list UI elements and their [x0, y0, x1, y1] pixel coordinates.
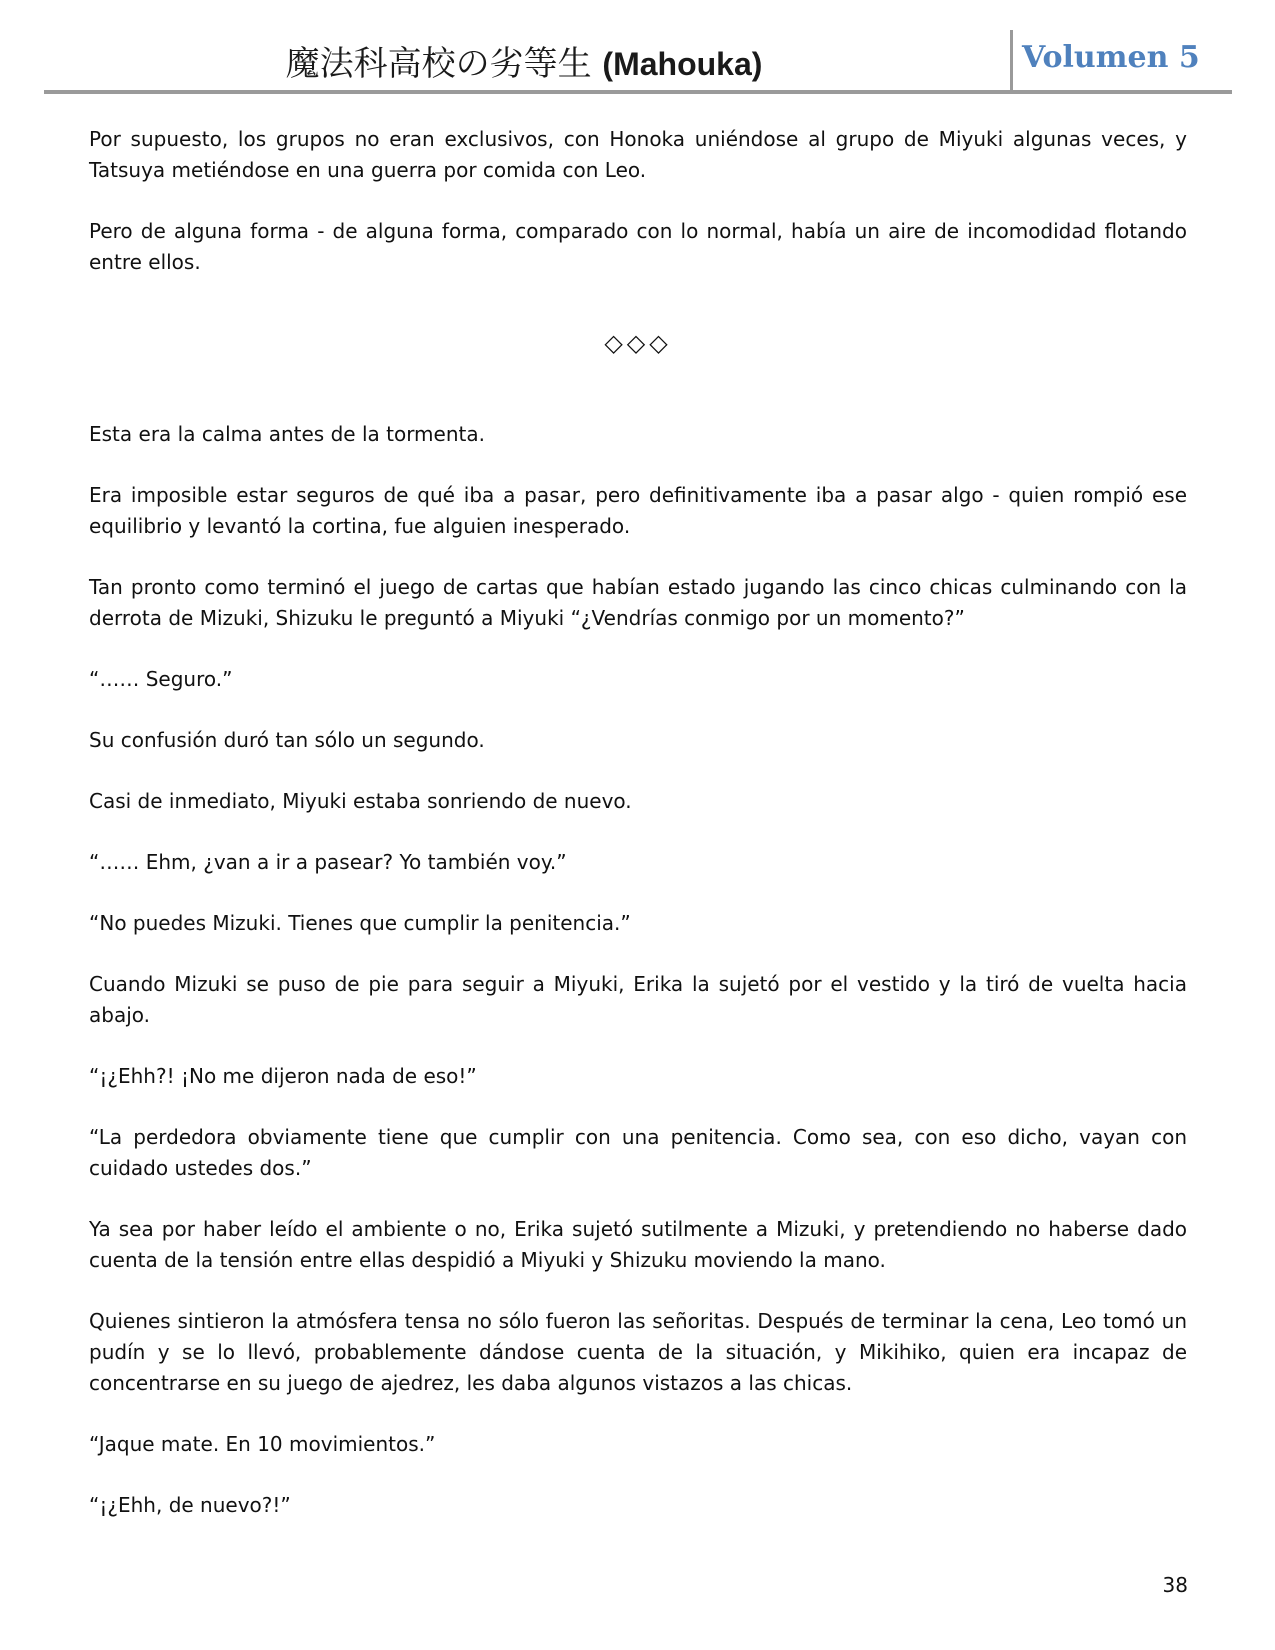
paragraph: Por supuesto, los grupos no eran exclusivos, con Honoka uniéndose al grupo de Miyuki algunas veces, y Tatsuya metiéndose en una guerra por comida con Leo. — [89, 127, 1187, 182]
paragraph: “No puedes Mizuki. Tienes que cumplir la penitencia.” — [89, 911, 631, 935]
page-header — [44, 28, 1232, 94]
paragraph: “¡¿Ehh?! ¡No me dijeron nada de eso!” — [89, 1064, 477, 1088]
paragraph: Pero de alguna forma - de alguna forma, comparado con lo normal, había un aire de incomodidad flotando entre ellos. — [89, 219, 1187, 274]
book-title-japanese: 魔法科高校の劣等生 — [285, 44, 592, 84]
book-title — [44, 36, 1004, 85]
paragraph: Casi de inmediato, Miyuki estaba sonriendo de nuevo. — [89, 789, 632, 813]
paragraph: Era imposible estar seguros de qué iba a pasar, pero definitivamente iba a pasar algo - quien rompió ese equilibrio y levantó la cortina, fue alguien inesperado. — [89, 483, 1187, 538]
paragraph: “…… Ehm, ¿van a ir a pasear? Yo también voy.” — [89, 850, 567, 874]
scene-separator: ◇◇◇ — [604, 329, 672, 357]
page-number: 38 — [1162, 1573, 1188, 1597]
volume-label: Volumen 5 — [1022, 40, 1200, 75]
paragraph: Ya sea por haber leído el ambiente o no, Erika sujetó sutilmente a Mizuki, y pretendiendo no haberse dado cuenta de la tensión entre ellas despidió a Miyuki y Shizuku moviendo la mano. — [89, 1217, 1187, 1272]
paragraph: Tan pronto como terminó el juego de cartas que habían estado jugando las cinco chicas culminando con la derrota de Mizuki, Shizuku le preguntó a Miyuki “¿Vendrías conmigo por un momento?” — [89, 575, 1187, 630]
paragraph: Esta era la calma antes de la tormenta. — [89, 422, 485, 446]
paragraph: “¡¿Ehh, de nuevo?!” — [89, 1493, 291, 1517]
paragraph: “…… Seguro.” — [89, 667, 233, 691]
paragraph: “La perdedora obviamente tiene que cumplir con una penitencia. Como sea, con eso dicho, vayan con cuidado ustedes dos.” — [89, 1125, 1187, 1180]
paragraph: Su confusión duró tan sólo un segundo. — [89, 728, 485, 752]
paragraph: “Jaque mate. En 10 movimientos.” — [89, 1432, 436, 1456]
book-title-latin: (Mahouka) — [602, 46, 763, 82]
page-body — [89, 124, 1187, 1551]
header-rule — [44, 90, 1232, 94]
header-divider — [1010, 30, 1013, 92]
paragraph: Cuando Mizuki se puso de pie para seguir a Miyuki, Erika la sujetó por el vestido y la tiró de vuelta hacia abajo. — [89, 972, 1187, 1027]
paragraph: Quienes sintieron la atmósfera tensa no sólo fueron las señoritas. Después de terminar la cena, Leo tomó un pudín y se lo llevó, probablemente dándose cuenta de la situación, y Mikihiko, quien era incapaz de concentrarse en su juego de ajedrez, les daba algunos vistazos a las chicas. — [89, 1309, 1187, 1395]
